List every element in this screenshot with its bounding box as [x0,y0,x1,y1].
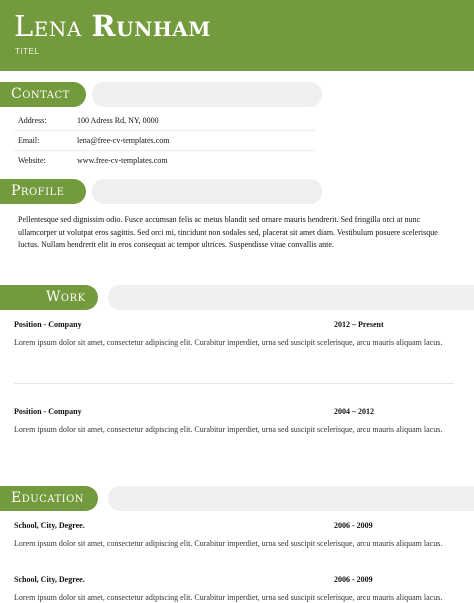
contact-label: Address: [18,116,47,125]
section-bar-work [108,285,474,310]
entry-description: Lorem ipsum dolor sit amet, consectetur adipiscing elit. Curabitur imperdiet, urna sed suscipit scelerisque, arcu mauris aliquam lacus. [14,338,443,347]
entry-dates: 2006 - 2009 [334,575,373,584]
section-bar-profile [92,179,322,204]
section-heading-profile: Profile [0,179,86,204]
section-bar-contact [92,82,322,107]
contact-row-address [14,111,316,131]
entry-title: Position - Company [14,407,82,416]
contact-value[interactable]: www.free-cv-templates.com [77,156,168,165]
section-heading-contact: Contact [0,82,86,107]
contact-value: 100 Adress Rd, NY, 0000 [77,116,159,125]
entry-description: Lorem ipsum dolor sit amet, consectetur adipiscing elit. Curabitur imperdiet, urna sed suscipit scelerisque, arcu mauris aliquam lacus. [14,425,443,434]
candidate-name [14,9,211,43]
entry-dates: 2012 – Present [334,320,384,329]
last-name: Runham [91,9,211,43]
section-bar-education [108,486,474,511]
entry-description: Lorem ipsum dolor sit amet, consectetur adipiscing elit. Curabitur imperdiet, urna sed suscipit scelerisque, arcu mauris aliquam lacus. [14,539,443,548]
entry-title: School, City, Degree. [14,575,85,584]
contact-row-email [14,131,316,151]
entry-dates: 2004 – 2012 [334,407,374,416]
contact-label: Email: [18,136,40,145]
profile-text: Pellentesque sed dignissim odio. Fusce accumsan felis ac metus blandit sed ornare mauris hendrerit. Sed fringilla orci at nunc ullamcorper ut volutpat eros sagittis. Sed orci mi, tincidunt non sodales sed, placerat sit amet diam. Vestibulum posuere scelerisque luctus. Nullam hendrerit elit in eros consequat ac tempor ultrices. Suspendisse vitae convallis ante. [18,215,438,249]
section-heading-education: Education [0,486,98,511]
contact-value[interactable]: lena@free-cv-templates.com [77,136,170,145]
entry-title: School, City, Degree. [14,521,85,530]
contact-row-website [14,151,316,171]
entry-description: Lorem ipsum dolor sit amet, consectetur adipiscing elit. Curabitur imperdiet, urna sed suscipit scelerisque, arcu mauris aliquam lacus. [14,593,443,602]
job-title: TITEL [15,47,40,56]
entry-divider [14,383,454,384]
cv-header [0,0,474,71]
entry-title: Position - Company [14,320,82,329]
first-name: Lena [14,9,82,43]
entry-dates: 2006 - 2009 [334,521,373,530]
section-heading-work: Work [0,285,98,310]
contact-label: Website: [18,156,46,165]
